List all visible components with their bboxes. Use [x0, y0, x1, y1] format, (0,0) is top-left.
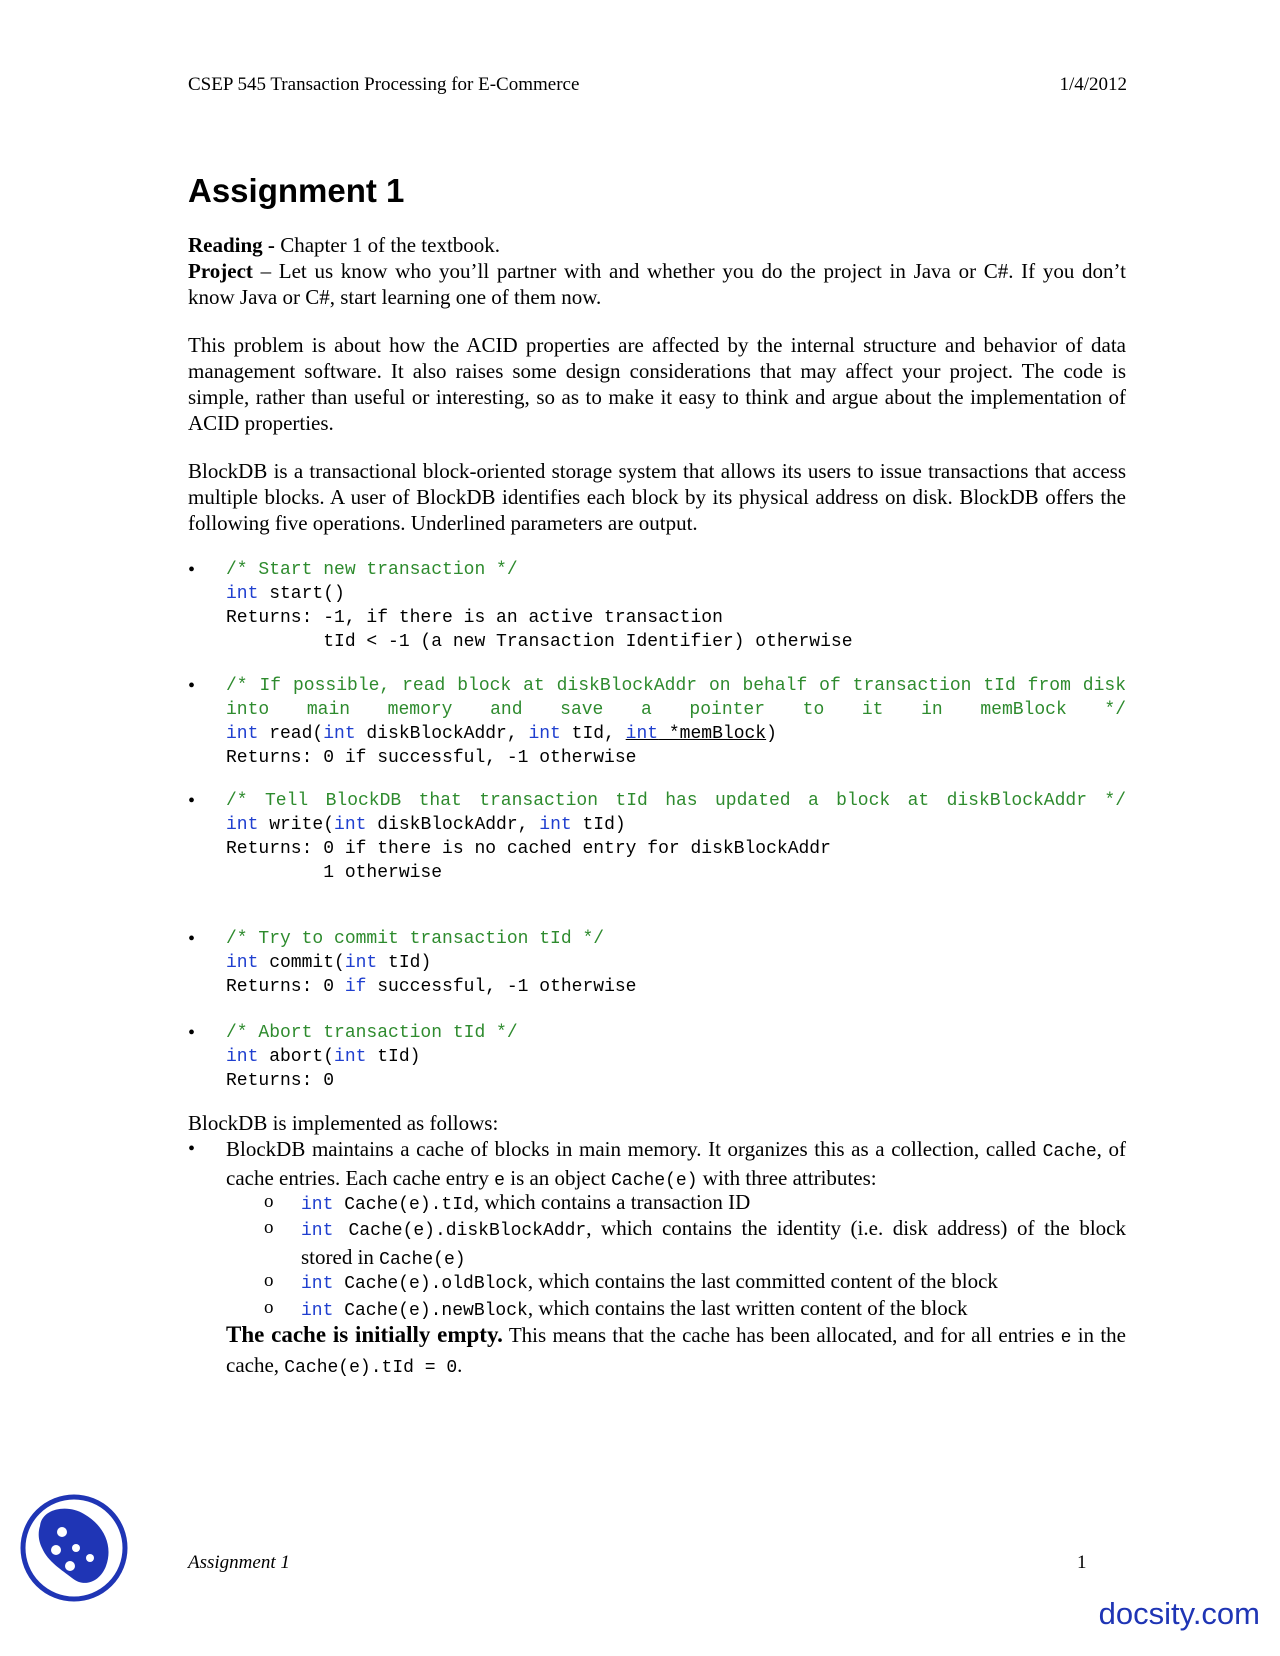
op-commit-code	[226, 927, 1126, 999]
code-inline: e	[1060, 1328, 1072, 1348]
circle-bullet-icon: o	[264, 1270, 274, 1291]
code-inline: Cache(e).tId = 0	[284, 1358, 458, 1378]
project-paragraph	[188, 258, 1126, 310]
impl-text: BlockDB maintains a cache of blocks in main memory. It organizes this as a collection, called	[226, 1137, 1043, 1161]
code-returns: Returns: 0 if successful, -1 otherwise	[226, 748, 637, 768]
impl-text: with three attributes:	[697, 1166, 877, 1190]
code-keyword: int	[539, 815, 572, 835]
header-course: CSEP 545 Transaction Processing for E-Commerce	[188, 74, 580, 95]
code-inline: Cache(e)	[611, 1171, 698, 1191]
code-keyword: int	[301, 1221, 334, 1241]
bullet-icon: •	[188, 675, 196, 697]
cache-text: in the cache,	[226, 1323, 1126, 1377]
code-keyword: int	[226, 584, 259, 604]
impl-bullet-text	[226, 1136, 1126, 1194]
code-keyword: int	[226, 953, 259, 973]
code-keyword: int	[323, 724, 356, 744]
cache-empty-bold: The cache is initially empty.	[226, 1322, 503, 1347]
code-keyword: int	[625, 724, 659, 744]
code-inline: Cache	[1042, 1142, 1097, 1162]
code-name: abort(	[258, 1047, 335, 1067]
op-read-code	[226, 674, 1126, 770]
code-keyword: int	[301, 1301, 334, 1321]
circle-bullet-icon: o	[264, 1191, 274, 1212]
code-inline: Cache(e).oldBlock	[333, 1274, 528, 1294]
code-signature: start()	[258, 584, 345, 604]
bullet-icon: •	[188, 790, 196, 812]
code-param: tId)	[571, 815, 626, 835]
code-returns: Returns: 0 if there is no cached entry for diskBlockAddr	[226, 839, 831, 859]
code-inline: Cache(e).newBlock	[333, 1301, 528, 1321]
cache-text: This means that the cache has been allocated, and for all entries	[502, 1323, 1061, 1347]
code-inline: Cache(e)	[379, 1250, 466, 1270]
code-param: tId)	[377, 953, 432, 973]
code-keyword: int	[301, 1274, 334, 1294]
code-name: commit(	[258, 953, 345, 973]
code-param: diskBlockAddr,	[366, 815, 540, 835]
impl-text: , of cache entries. Each cache entry	[226, 1137, 1126, 1190]
attr-text: , which contains a transaction ID	[473, 1190, 751, 1214]
code-keyword: int	[334, 1047, 367, 1067]
code-param: diskBlockAddr,	[355, 724, 529, 744]
code-close: )	[766, 724, 777, 744]
acid-paragraph: This problem is about how the ACID properties are affected by the internal structure and behavior of data management software. It also raises some design considerations that may affect your project. The code is simple, rather than useful or interesting, so as to make it easy to think and argue about the implementation of ACID properties.	[188, 333, 1126, 435]
bullet-icon: •	[188, 559, 196, 581]
bullet-icon: •	[188, 1138, 196, 1160]
code-keyword: int	[344, 953, 378, 973]
code-inline: Cache(e).diskBlockAddr	[333, 1221, 587, 1241]
op-start-code	[226, 558, 1126, 654]
project-label: Project	[188, 259, 253, 283]
code-name: write(	[258, 815, 335, 835]
cache-text: .	[457, 1353, 463, 1377]
op-abort-code	[226, 1021, 1126, 1093]
code-keyword: int	[528, 724, 561, 744]
code-keyword: if	[344, 977, 367, 997]
code-comment: /* Start new transaction */	[226, 560, 518, 580]
code-comment: /* Abort transaction tId */	[226, 1023, 518, 1043]
code-param: *memBlock	[658, 724, 767, 744]
code-inline: Cache(e).tId	[333, 1195, 474, 1215]
attr-text: , which contains the last written content of the block	[527, 1296, 968, 1320]
code-param: tId)	[366, 1047, 421, 1067]
code-returns: Returns: 0	[226, 1071, 335, 1091]
op-write-code	[226, 789, 1126, 885]
reading-text: Chapter 1 of the textbook.	[274, 233, 501, 257]
bullet-icon: •	[188, 1022, 196, 1044]
code-keyword: int	[226, 1047, 259, 1067]
blockdb-paragraph: BlockDB is a transactional block-oriented storage system that allows its users to issue transactions that access multiple blocks. A user of BlockDB identifies each block by its physical address on disk. BlockDB offers the following five operations. Underlined parameters are output.	[188, 459, 1126, 535]
reading-line	[188, 232, 1126, 258]
attr-text: , which contains the last committed content of the block	[527, 1269, 998, 1293]
circle-bullet-icon: o	[264, 1217, 274, 1238]
code-keyword: int	[226, 815, 259, 835]
reading-label: Reading -	[188, 233, 275, 257]
code-keyword: int	[226, 724, 259, 744]
code-returns: 1 otherwise	[226, 863, 443, 883]
code-returns: tId < -1 (a new Transaction Identifier) otherwise	[226, 632, 853, 652]
docsity-brand-link[interactable]: docsity.com	[1098, 1596, 1260, 1631]
code-comment: /* If possible, read block at diskBlockAddr on behalf of transaction tId from disk into main memory and save a pointer to it in memBlock */	[226, 676, 1126, 720]
code-inline: e	[494, 1171, 505, 1191]
code-comment: /* Tell BlockDB that transaction tId has updated a block at diskBlockAddr */	[226, 791, 1126, 811]
code-returns: Returns: 0	[226, 977, 345, 997]
circle-bullet-icon: o	[264, 1297, 274, 1318]
code-returns: successful, -1 otherwise	[366, 977, 637, 997]
code-keyword: int	[301, 1195, 334, 1215]
code-comment: /* Try to commit transaction tId */	[226, 929, 605, 949]
attr-text: , which contains the identity (i.e. disk address) of the block stored in	[301, 1216, 1126, 1269]
code-returns: Returns: -1, if there is an active transaction	[226, 608, 723, 628]
docsity-logo-icon[interactable]	[18, 1492, 130, 1604]
bullet-icon: •	[188, 928, 196, 950]
code-keyword: int	[334, 815, 367, 835]
code-name: read(	[258, 724, 324, 744]
project-text: – Let us know who you’ll partner with and whether you do the project in Java or C#. If you don’t know Java or C#, start learning one of them now.	[188, 259, 1126, 309]
output-param	[626, 724, 766, 744]
page-title: Assignment 1	[188, 172, 405, 209]
impl-text: is an object	[504, 1166, 612, 1190]
footer-title: Assignment 1	[188, 1552, 290, 1573]
page-number: 1	[1077, 1552, 1087, 1573]
header-date: 1/4/2012	[1059, 74, 1127, 95]
impl-intro: BlockDB is implemented as follows:	[188, 1111, 499, 1135]
code-param: tId,	[560, 724, 626, 744]
cache-empty-paragraph	[226, 1321, 1126, 1382]
